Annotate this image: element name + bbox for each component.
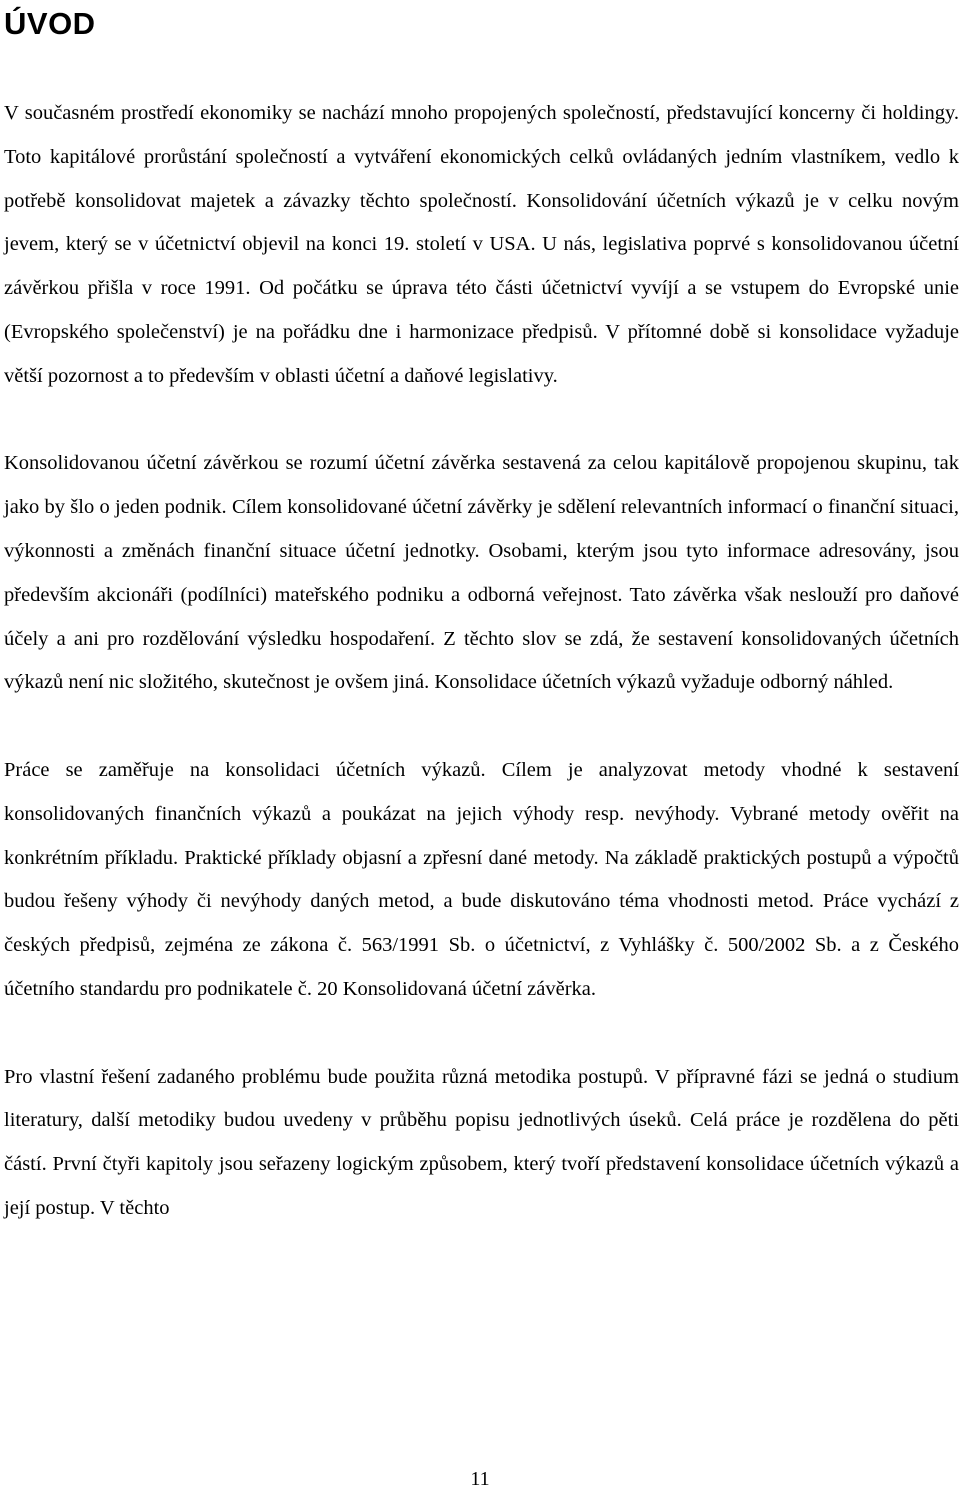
- paragraph-aims: Práce se zaměřuje na konsolidaci účetních výkazů. Cílem je analyzovat metody vhodné k sestavení konsolidovaných finančních výkazů a poukázat na jejich výhody resp. nevýhody. Vybrané metody ověřit na konkrétním příkladu. Praktické příklady objasní a zpřesní dané metody. Na základě praktických postupů a výpočtů budou řešeny výhody či nevýhody daných metod, a bude diskutováno téma vhodnosti metod. Práce vychází z českých předpisů, zejména ze zákona č. 563/1991 Sb. o účetnictví, z Vyhlášky č. 500/2002 Sb. a z Českého účetního standardu pro podnikatele č. 20 Konsolidovaná účetní závěrka.: [4, 758, 959, 1000]
- paragraph-methodology: Pro vlastní řešení zadaného problému bude použita různá metodika postupů. V přípravné fázi se jedná o studium literatury, další metodiky budou uvedeny v průběhu popisu jednotlivých úseků. Celá práce je rozdělena do pěti částí. První čtyři kapitoly jsou seřazeny logickým způsobem, který tvoří představení konsolidace účetních výkazů a její postup. V těchto: [4, 1065, 959, 1219]
- page-title: ÚVOD: [4, 6, 96, 41]
- paragraph-definition: Konsolidovanou účetní závěrkou se rozumí účetní závěrka sestavená za celou kapitálově propojenou skupinu, tak jako by šlo o jeden podnik. Cílem konsolidované účetní závěrky je sdělení relevantních informací o finanční situaci, výkonnosti a změnách finanční situace účetní jednotky. Osobami, kterým jsou tyto informace adresovány, jsou především akcionáři (podílníci) mateřského podniku a odborná veřejnost. Tato závěrka však neslouží pro daňové účely a ani pro rozdělování výsledku hospodaření. Z těchto slov se zdá, že sestavení konsolidovaných účetních výkazů není nic složitého, skutečnost je ovšem jiná. Konsolidace účetních výkazů vyžaduje odborný náhled.: [4, 452, 959, 694]
- paragraph-introduction: V současném prostředí ekonomiky se nachází mnoho propojených společností, představující koncerny či holdingy. Toto kapitálové prorůstání společností a vytváření ekonomických celků ovládaných jedním vlastníkem, vedlo k potřebě konsolidovat majetek a závazky těchto společností. Konsolidování účetních výkazů je v celku novým jevem, který se v účetnictví objevil na konci 19. století v USA. U nás, legislativa poprvé s konsolidovanou účetní závěrkou přišla v roce 1991. Od počátku se úprava této části účetnictví vyvíjí a se vstupem do Evropské unie (Evropského společenství) je na pořádku dne i harmonizace předpisů. V přítomné době si konsolidace vyžaduje větší pozornost a to především v oblasti účetní a daňové legislativy.: [4, 102, 959, 387]
- page-number: 11: [470, 1468, 490, 1490]
- document-body: [4, 92, 959, 1231]
